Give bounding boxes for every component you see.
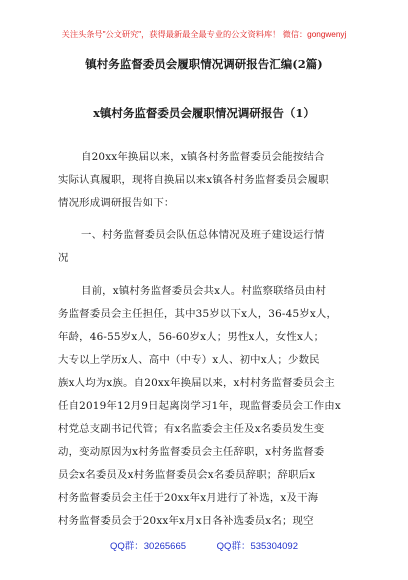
- section-title: x镇村务监督委员会履职情况调研报告（1）: [93, 106, 315, 120]
- body-line: 大专以上学历x人、高中（中专）x人、初中x人；少数民: [58, 354, 320, 366]
- body-line: 自20xx年换届以来，x镇各村务监督委员会能按结合: [81, 151, 325, 163]
- header-banner: 关注头条号"公文研究"，获得最新最全最专业的公文资料库！ 微信：gongwenyj: [61, 30, 347, 39]
- qq-group-2: QQ群：535304092: [216, 541, 299, 552]
- body-line: 情况形成调研报告如下：: [58, 197, 175, 209]
- body-line: 年龄，46-55岁x人，56-60岁x人；男性x人，女性x人；: [58, 331, 325, 343]
- body-line: 况: [58, 252, 69, 264]
- body-line: 村务监督委员会于20xx年x月x日各补选委员x名；现空: [58, 515, 314, 527]
- body-line: 族x人均为x族。自20xx年换届以来，x村村务监督委员会主: [58, 377, 335, 389]
- body-line: 动，变动原因为x村务监督委员会主任辞职，x村务监督委: [58, 446, 325, 458]
- document-title: 镇村务监督委员会履职情况调研报告汇编(2篇): [85, 57, 323, 71]
- body-line: 务监督委员会主任担任，其中35岁以下x人，36-45岁x人，: [58, 308, 338, 320]
- body-line: 任自2019年12月9日起离岗学习1年，现监督委员会工作由x: [58, 400, 341, 412]
- body-line: 一、村务监督委员会队伍总体情况及班子建设运行情: [81, 229, 325, 241]
- body-line: 员会x名委员及x村务监督委员会x名委员辞职；辞职后x: [58, 469, 316, 481]
- body-line: 村党总支副书记代管；有x名监委会主任及x名委员发生变: [58, 423, 325, 435]
- footer-contact: [0, 538, 408, 552]
- body-line: 实际认真履职，现将自换届以来x镇各村务监督委员会履职: [58, 174, 329, 186]
- qq-group-1: QQ群：30265665: [109, 541, 187, 552]
- body-line: 村务监督委员会主任于20xx年x月进行了补选，x及干海: [58, 492, 319, 504]
- body-line: 目前，x镇村务监督委员会共x人。村监察联络员由村: [81, 285, 327, 297]
